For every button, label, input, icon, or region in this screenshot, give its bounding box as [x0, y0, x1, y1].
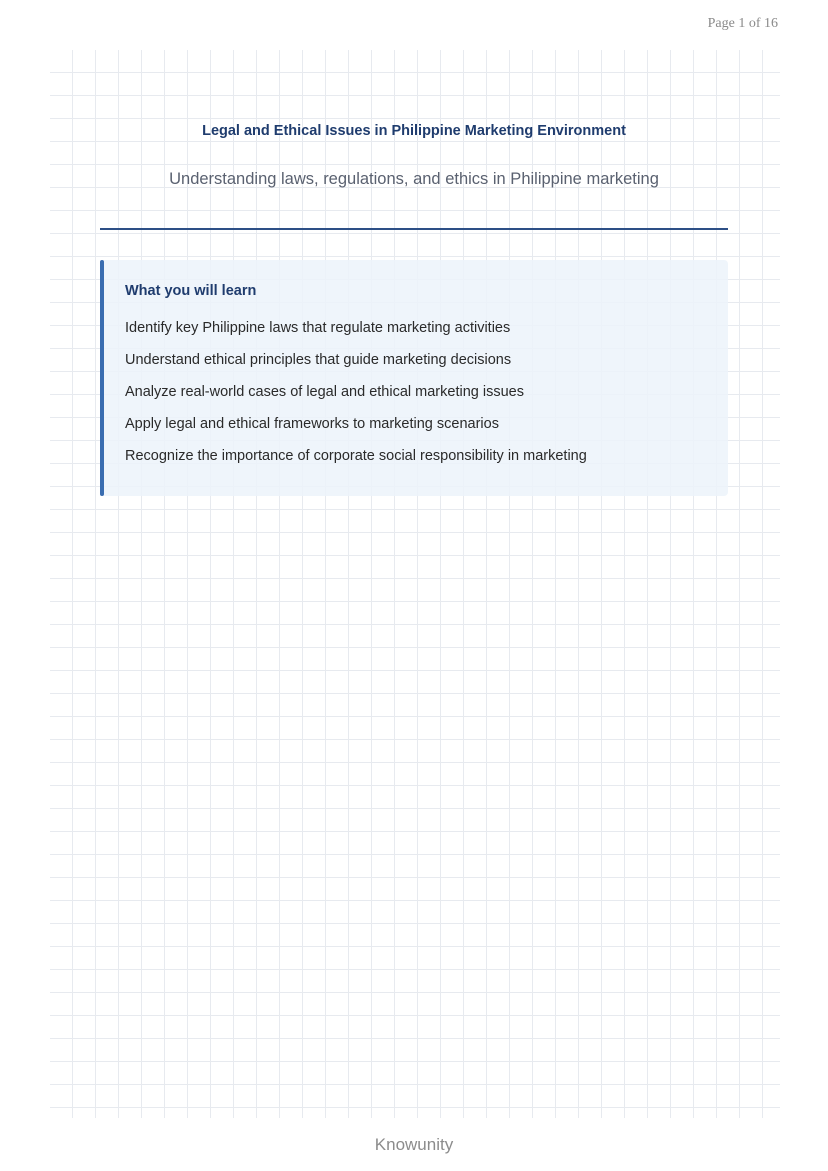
list-item: Recognize the importance of corporate social responsibility in marketing [125, 448, 587, 464]
page-number: Page 1 of 16 [707, 16, 778, 31]
learning-objectives-accent-bar [100, 260, 104, 496]
list-item: Apply legal and ethical frameworks to marketing scenarios [125, 416, 499, 432]
learning-objectives-heading: What you will learn [125, 283, 257, 299]
footer-brand: Knowunity [374, 1135, 454, 1154]
list-item: Identify key Philippine laws that regulate marketing activities [125, 320, 511, 336]
list-item: Analyze real-world cases of legal and ethical marketing issues [125, 384, 524, 400]
grid-paper-background [50, 50, 780, 1118]
document-subtitle: Understanding laws, regulations, and ethics in Philippine marketing [169, 170, 659, 188]
document-title: Legal and Ethical Issues in Philippine Marketing Environment [202, 123, 626, 139]
learning-objectives-list [125, 318, 587, 478]
list-item: Understand ethical principles that guide marketing decisions [125, 352, 512, 368]
title-divider [100, 228, 728, 230]
